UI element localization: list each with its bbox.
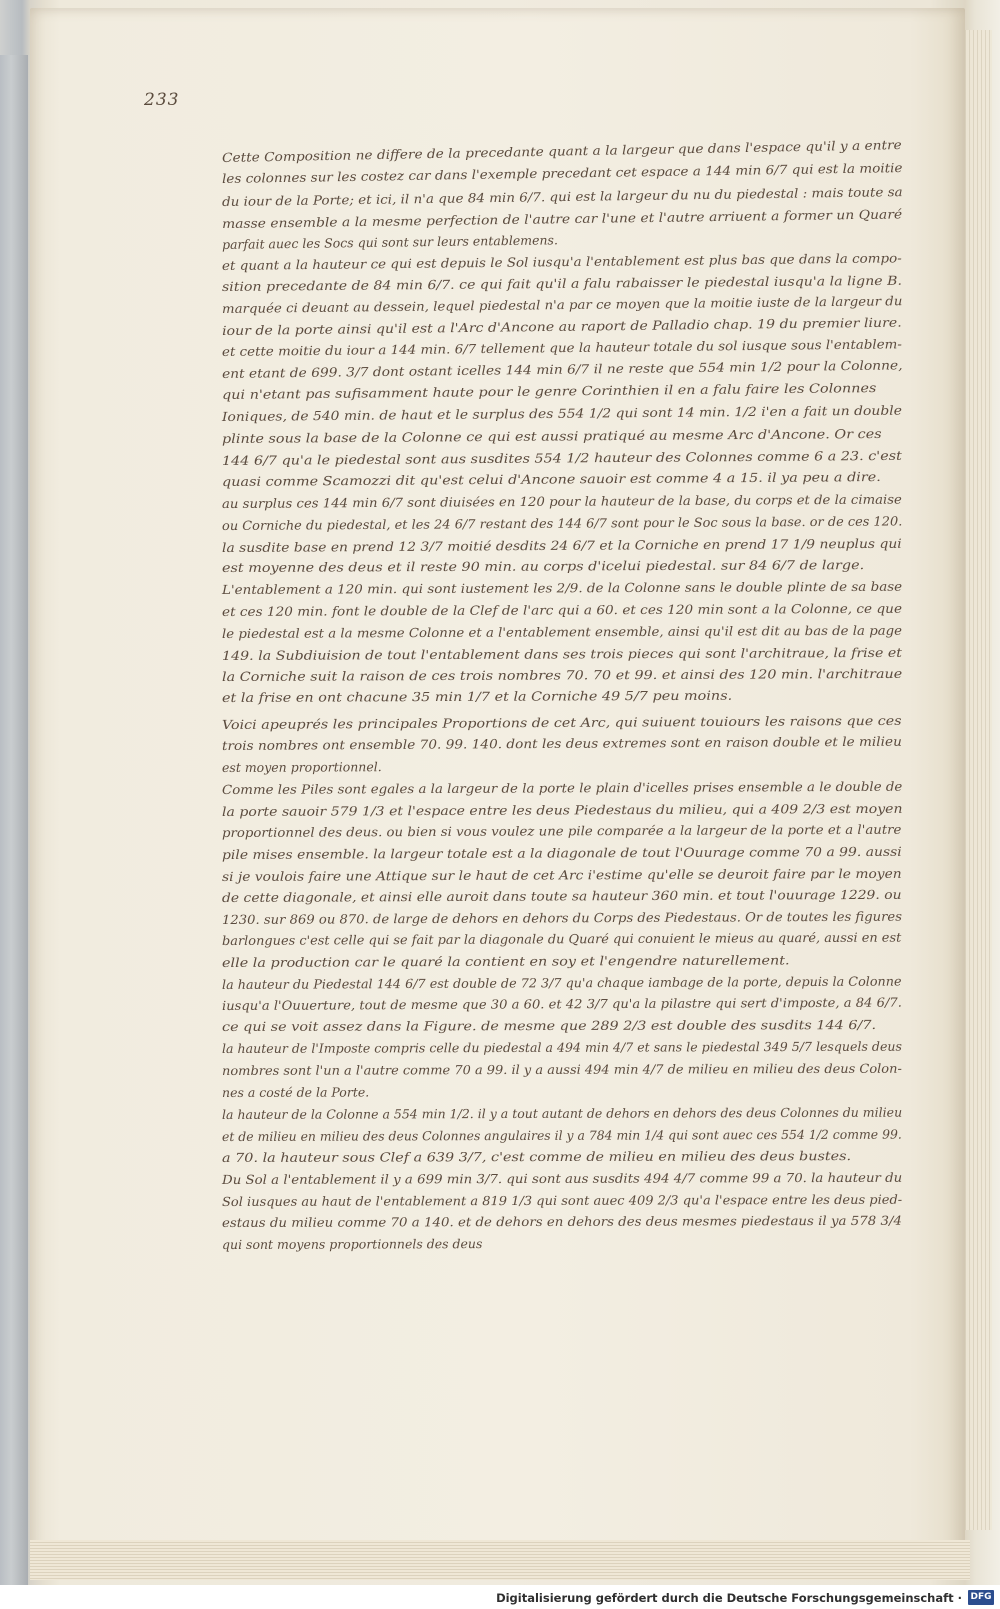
text-line: Comme les Piles sont egales a la largeur de la porte le plain d'icelles prises ensemble a le double de [221, 778, 903, 797]
text-line: Du Sol a l'entablement il y a 699 min 3/7. qui sont aus susdits 494 4/7 comme 99 a 70. la hauteur du [221, 1169, 903, 1187]
text-line: 149. la Subdiuision de tout l'entablement dans ses trois pieces qui sont l'architraue, la frise et [221, 644, 903, 663]
text-line: 1230. sur 869 ou 870. de large de dehors en dehors du Corps des Piedestaus. Or de toutes les figures [221, 908, 902, 927]
text-line: si je voulois faire une Attique sur le haut de cet Arc i'estime qu'elle se deuroit faire par le moyen [221, 865, 902, 884]
text-line: L'entablement a 120 min. qui sont iustement les 2/9. de la Colonne sans le double plinte de sa base [221, 578, 903, 597]
dfg-logo: DFG [968, 1590, 994, 1605]
text-line: Sol iusques au haut de l'entablement a 819 1/3 qui sont auec 409 2/3 qu'a l'espace entre les deus pied- [221, 1191, 903, 1209]
text-line: trois nombres ont ensemble 70. 99. 140. dont les deus extremes sont en raison double et le milieu [221, 733, 902, 753]
text-line: estaus du milieu comme 70 a 140. et de dehors en dehors des deus mesmes piedestaus il ya 578 3/4 [221, 1212, 902, 1230]
page-number: 233 [144, 90, 180, 110]
text-line: masse ensemble a la mesme perfection de l'autre car l'une et l'autre arriuent a former un Quaré [221, 206, 903, 231]
text-line: Cette Composition ne differe de la precedante quant a la largeur que dans l'espace qu'il y a entre [221, 137, 902, 165]
text-line: iour de la porte ainsi qu'il est a l'Arc d'Ancone au raport de Palladio chap. 19 du premier liure. [221, 314, 902, 338]
footer-bar [0, 1585, 1000, 1609]
text-line: et la frise en ont chacune 35 min 1/7 et la Corniche 49 5/7 peu moins. [221, 687, 733, 705]
text-line: la hauteur de la Colonne a 554 min 1/2. il y a tout autant de dehors en dehors des deus Colonnes du milieu [221, 1104, 903, 1122]
text-line: et de milieu en milieu des deus Colonnes angulaires il y a 784 min 1/4 qui sont auec ces 554 1/2 comme 99. [221, 1126, 902, 1144]
text-line: au surplus ces 144 min 6/7 sont diuisées en 120 pour la hauteur de la base, du corps et de la cimaise [221, 491, 902, 511]
text-line: ce qui se voit assez dans la Figure. de mesme que 289 2/3 est double des susdits 144 6/7. [221, 1017, 877, 1034]
text-line: les colonnes sur les costez car dans l'exemple precedant cet espace a 144 min 6/7 qui est la moitie [221, 160, 903, 186]
text-line: qui sont moyens proportionnels des deus [221, 1236, 483, 1252]
text-line: Voici apeuprés les principales Proportions de cet Arc, qui suiuent touiours les raisons que ces [221, 712, 902, 732]
text-line: parfait auec les Socs qui sont sur leurs entablemens. [221, 232, 558, 252]
text-line: du iour de la Porte; et ici, il n'a que 84 min 6/7. qui est la largeur du nu du piedestal : mais toute sa [221, 184, 903, 209]
text-line: iusqu'a l'Ouuerture, tout de mesme que 30 a 60. et 42 3/7 qu'a la pilastre qui sert d'imposte, a 84 6/7. [221, 994, 902, 1013]
text-line: barlongues c'est celle qui se fait par la diagonale du Quaré qui conuient le mieus au quaré, aussi en est [221, 929, 902, 948]
text-line: plinte sous la base de la Colonne ce qui est aussi pratiqué au mesme Arc d'Ancone. Or ces [221, 425, 882, 446]
footer-credit: Digitalisierung gefördert durch die Deutsche Forschungsgemeinschaft · [496, 1591, 962, 1605]
text-line: la porte sauoir 579 1/3 et l'espace entre les deus Piedestaus du milieu, qui a 409 2/3 est moyen [221, 800, 903, 819]
text-line: la hauteur du Piedestal 144 6/7 est double de 72 3/7 qu'a chaque iambage de la porte, depuis la Colonne [221, 973, 902, 992]
text-line: Ioniques, de 540 min. de haut et le surplus des 554 1/2 qui sont 14 min. 1/2 i'en a fait un double [221, 402, 902, 424]
text-line: 144 6/7 qu'a le piedestal sont aus susdites 554 1/2 hauteur des Colonnes comme 6 a 23. c'est [221, 447, 902, 468]
text-line: nes a costé de la Porte. [221, 1084, 370, 1100]
text-line: proportionnel des deus. ou bien si vous voulez une pile comparée a la largeur de la porte et a l'autre [221, 821, 902, 840]
text-line: la Corniche suit la raison de ces trois nombres 70. 70 et 99. et ainsi des 120 min. l'architraue [221, 665, 903, 684]
text-line: pile mises ensemble. la largeur totale est a la diagonale de tout l'Ouurage comme 70 a 99. aussi [221, 843, 902, 862]
text-line: la hauteur de l'Imposte compris celle du piedestal a 494 min 4/7 et sans le piedestal 349 5/7 lesquels deus [221, 1038, 902, 1056]
text-line: la susdite base en prend 12 3/7 moitié desdits 24 6/7 et la Corniche en prend 17 1/9 neuplus qui [221, 535, 902, 555]
text-line: le piedestal est a la mesme Colonne et a l'entablement ensemble, ainsi qu'il est dit au bas de la page [221, 622, 903, 641]
text-line: a 70. la hauteur sous Clef a 639 3/7, c'est comme de milieu en milieu des deus bustes. [221, 1148, 852, 1165]
text-line: ent etant de 699. 3/7 dont ostant icelles 144 min 6/7 il ne reste que 554 min 1/2 pour la Colonne, [221, 357, 903, 381]
text-line: sition precedante de 84 min 6/7. ce qui fait qu'il a falu rabaisser le piedestal iusqu'a la ligne B. [221, 272, 903, 294]
text-line: et quant a la hauteur ce qui est depuis le Sol iusqu'a l'entablement est plus bas que dans la compo- [221, 250, 902, 273]
text-line: de cette diagonale, et ainsi elle auroit dans toute sa hauteur 360 min. et tout l'ouurage 1229. ou [221, 886, 902, 905]
text-line: elle la production car le quaré la contient en soy et l'engendre naturellement. [221, 952, 790, 970]
text-line: ou Corniche du piedestal, et les 24 6/7 restant des 144 6/7 sont pour le Soc sous la base. or de ces 120. [221, 513, 903, 533]
text-line: est moyen proportionnel. [221, 759, 382, 775]
text-line: est moyenne des deus et il reste 90 min. au corps d'icelui piedestal. sur 84 6/7 de large. [221, 557, 865, 575]
text-line: nombres sont l'un a l'autre comme 70 a 99. il y a aussi 494 min 4/7 de milieu en milieu des deus Colon- [221, 1060, 902, 1078]
text-line: qui n'etant pas sufisamment haute pour le genre Corinthien il en a falu faire les Colonnes [221, 380, 877, 402]
text-line: marquée ci deuant au dessein, lequel piedestal n'a par ce moyen que la moitie iuste de la largeur du [221, 293, 903, 316]
text-line: et cette moitie du iour a 144 min. 6/7 tellement que la hauteur totale du sol iusque sous l'entablem- [221, 336, 902, 359]
text-line: et ces 120 min. font le double de la Clef de l'arc qui a 60. et ces 120 min sont a la Colonne, ce que [221, 600, 903, 619]
text-line: quasi comme Scamozzi dit qu'est celui d'Ancone sauoir est comme 4 a 15. il ya peu a dire. [221, 469, 881, 489]
